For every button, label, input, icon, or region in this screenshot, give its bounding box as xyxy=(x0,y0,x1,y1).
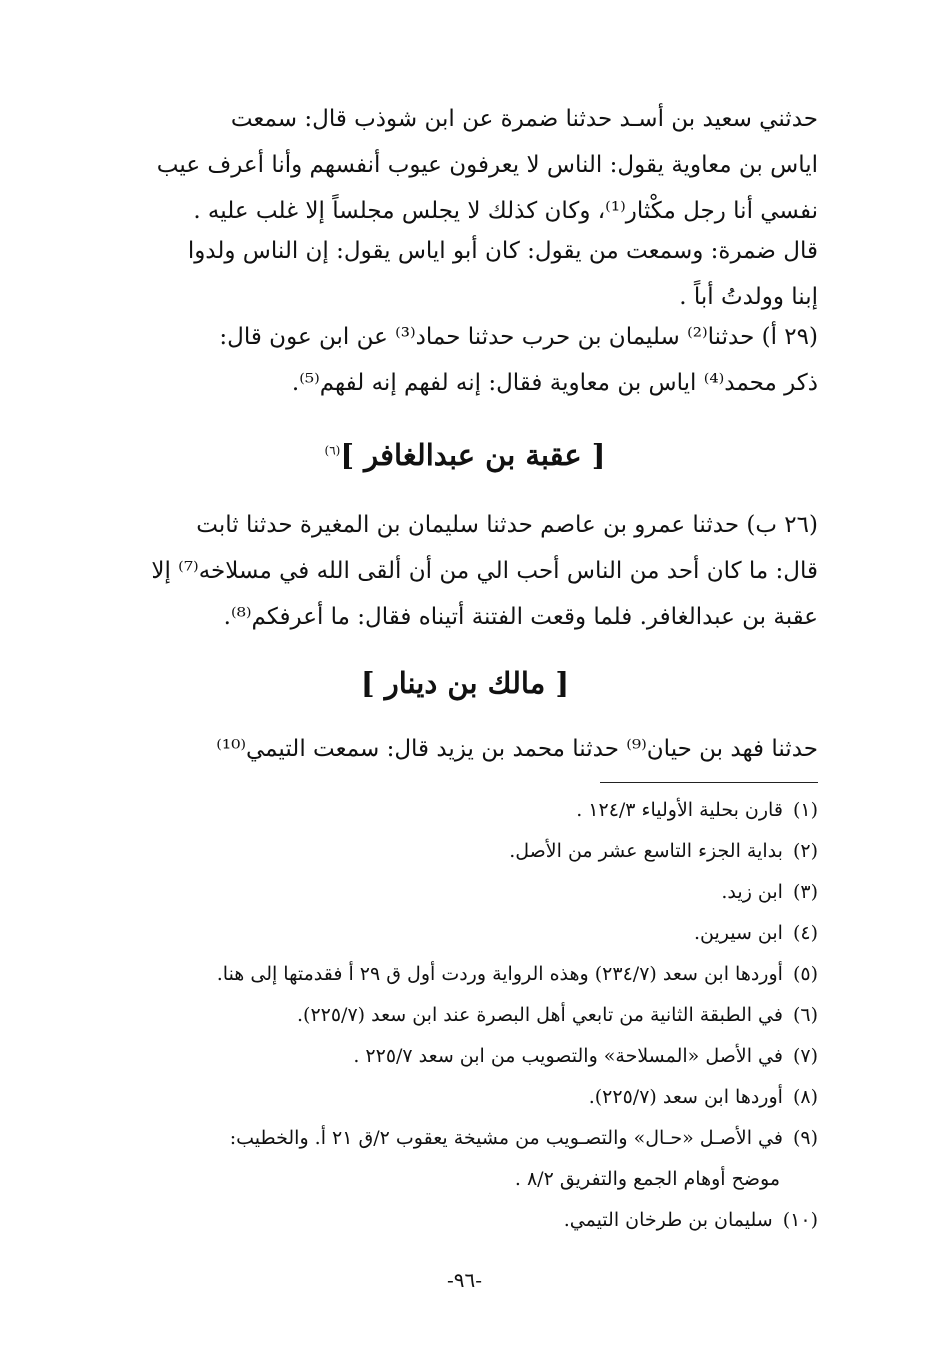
section-heading-malik xyxy=(112,666,818,700)
text-line: ذكر محمد⁽⁴⁾ اياس بن معاوية فقال: إنه لفهم إنه لفهم⁽⁵⁾. xyxy=(291,370,818,396)
footnote-text: بداية الجزء التاسع عشر من الأصل. xyxy=(509,840,783,862)
footnote-item xyxy=(112,1036,818,1077)
footnote-continuation xyxy=(112,1159,818,1200)
footnote-number: (٩) xyxy=(792,1127,818,1149)
text-line: اياس بن معاوية يقول: الناس لا يعرفون عيوب أنفسهم وأنا أعرف عيب xyxy=(156,152,818,178)
footnote-item xyxy=(112,954,818,995)
footnote-divider xyxy=(600,782,818,783)
paragraph-1 xyxy=(112,96,818,234)
paragraph-3 xyxy=(112,314,818,406)
footnote-number: (٢) xyxy=(792,840,818,862)
text-line: نفسي أنا رجل مكْثار⁽¹⁾، وكان كذلك لا يجلس مجلساً إلا غلب عليه . xyxy=(193,198,818,224)
footnote-number: (١٠) xyxy=(782,1209,818,1231)
footnotes-list xyxy=(112,790,818,1241)
text-line: (٢٩ أ) حدثنا⁽²⁾ سليمان بن حرب حدثنا حماد⁽³⁾ عن ابن عون قال: xyxy=(219,324,818,350)
text-line: حدثنا فهد بن حيان⁽⁹⁾ حدثنا محمد بن يزيد قال: سمعت التيمي⁽¹⁰⁾ xyxy=(216,736,818,762)
text-line: حدثني سعيد بن أسـد حدثنا ضمرة عن ابن شوذب قال: سمعت xyxy=(230,106,818,132)
footnote-text: سليمان بن طرخان التيمي. xyxy=(563,1209,773,1231)
footnote-item xyxy=(112,831,818,872)
footnote-item xyxy=(112,790,818,831)
heading-text: [ عقبة بن عبدالغافر ] xyxy=(340,438,606,472)
text-line: (٢٦ ب) حدثنا عمرو بن عاصم حدثنا سليمان بن المغيرة حدثنا ثابت xyxy=(196,512,818,538)
footnote-text: ابن سيرين. xyxy=(693,922,783,944)
footnote-item xyxy=(112,872,818,913)
footnote-number: (١) xyxy=(792,799,818,821)
footnote-text: أوردها ابن سعد (٢٢٥/٧). xyxy=(588,1086,783,1108)
text-line: إبنا وولدتُ أباً . xyxy=(679,284,818,310)
footnote-item xyxy=(112,995,818,1036)
text-line: قال ضمرة: وسمعت من يقول: كان أبو اياس يقول: إن الناس ولدوا xyxy=(187,238,818,264)
footnote-number: (٥) xyxy=(792,963,818,985)
footnote-text: ابن زيد. xyxy=(721,881,783,903)
paragraph-2 xyxy=(112,228,818,320)
footnote-text: موضح أوهام الجمع والتفريق ٨/٢ . xyxy=(514,1168,780,1190)
footnote-number: (٧) xyxy=(792,1045,818,1067)
footnote-item xyxy=(112,1077,818,1118)
footnote-text: في الأصل «المسلاحة» والتصويب من ابن سعد ٢٢٥/٧ . xyxy=(353,1045,783,1067)
footnote-item xyxy=(112,1200,818,1241)
text-line: عقبة بن عبدالغافر. فلما وقعت الفتنة أتيناه فقال: ما أعرفكم⁽⁸⁾. xyxy=(223,604,818,630)
footnote-number: (٨) xyxy=(792,1086,818,1108)
page-number: -٩٦- xyxy=(446,1268,482,1292)
section-2-text xyxy=(112,726,818,772)
footnote-text: أوردها ابن سعد (٢٣٤/٧) وهذه الرواية وردت أول ق ٢٩ أ فقدمتها إلى هنا. xyxy=(216,963,783,985)
footnote-number: (٣) xyxy=(792,881,818,903)
section-heading-uqba xyxy=(112,438,818,472)
footnote-item xyxy=(112,1118,818,1159)
footnote-item xyxy=(112,913,818,954)
footnote-text: قارن بحلية الأولياء ١٢٤/٣ . xyxy=(576,799,783,821)
footnote-number: (٤) xyxy=(792,922,818,944)
heading-text: [ مالك بن دينار ] xyxy=(360,666,570,700)
section-1-text xyxy=(112,502,818,640)
footnote-text: في الأصـل «حـال» والتصـويب من مشيخة يعقوب ٢/ق ٢١ أ. والخطيب: xyxy=(229,1127,783,1149)
footnote-text: في الطبقة الثانية من تابعي أهل البصرة عند ابن سعد (٢٢٥/٧). xyxy=(296,1004,783,1026)
footnote-number: (٦) xyxy=(792,1004,818,1026)
footnote-ref: (٦) xyxy=(324,443,341,458)
text-line: قال: ما كان أحد من الناس أحب الي من أن ألقى الله في مسلاخه⁽⁷⁾ إلا xyxy=(151,558,818,584)
